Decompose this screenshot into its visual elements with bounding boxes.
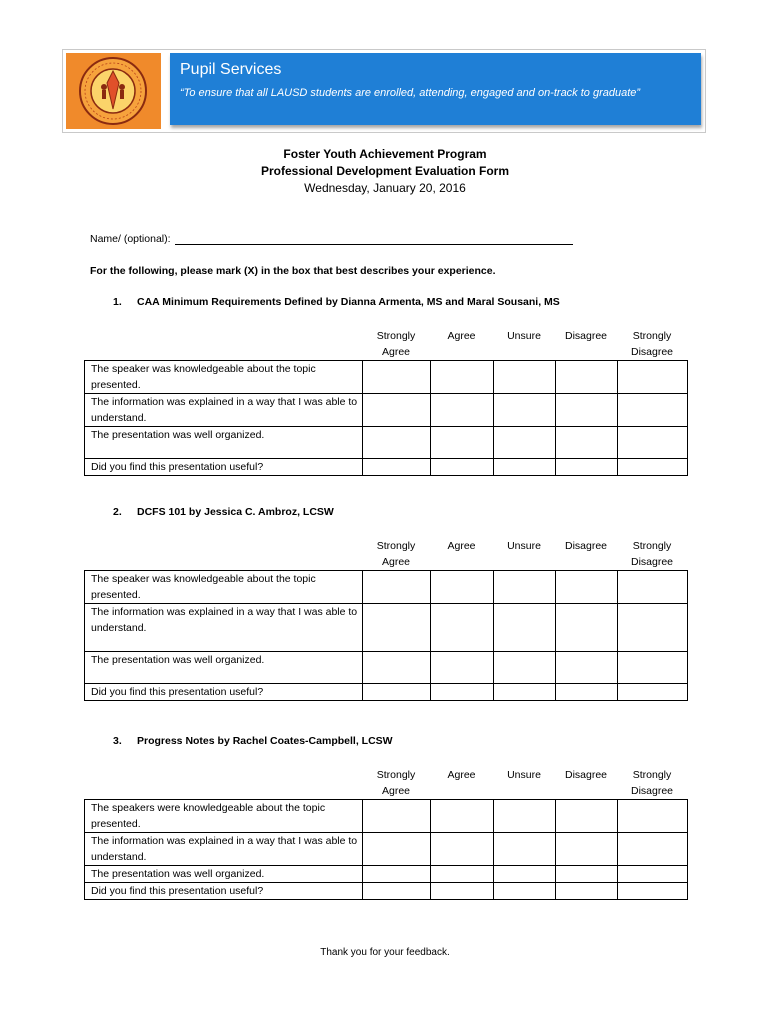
rating-box-disagree[interactable] bbox=[556, 684, 618, 701]
rating-box-strongly-disagree[interactable] bbox=[618, 883, 688, 900]
column-header-disagree: Disagree bbox=[564, 330, 608, 342]
statement-text: Did you find this presentation useful? bbox=[85, 684, 363, 701]
rating-box-strongly-agree[interactable] bbox=[363, 652, 431, 684]
rating-box-strongly-agree[interactable] bbox=[363, 684, 431, 701]
rating-table bbox=[84, 360, 688, 476]
page-header bbox=[62, 49, 706, 133]
rating-box-strongly-disagree[interactable] bbox=[618, 427, 688, 459]
program-name: Foster Youth Achievement Program bbox=[283, 147, 487, 161]
section-number: 1. bbox=[113, 296, 122, 308]
table-row bbox=[85, 427, 688, 459]
rating-box-strongly-agree[interactable] bbox=[363, 800, 431, 833]
logo bbox=[66, 53, 161, 129]
section-title bbox=[113, 735, 393, 747]
rating-box-disagree[interactable] bbox=[556, 571, 618, 604]
name-field[interactable] bbox=[175, 233, 573, 245]
table-row bbox=[85, 684, 688, 701]
rating-box-unsure[interactable] bbox=[494, 361, 556, 394]
form-title: Professional Development Evaluation Form bbox=[260, 164, 510, 178]
rating-table bbox=[84, 799, 688, 900]
rating-box-disagree[interactable] bbox=[556, 604, 618, 652]
rating-box-strongly-agree[interactable] bbox=[363, 604, 431, 652]
rating-box-strongly-disagree[interactable] bbox=[618, 571, 688, 604]
rating-box-agree[interactable] bbox=[431, 571, 494, 604]
rating-box-disagree[interactable] bbox=[556, 361, 618, 394]
column-header-unsure: Unsure bbox=[507, 540, 541, 552]
section-title bbox=[113, 506, 334, 518]
name-field-label: Name/ (optional): bbox=[90, 233, 171, 245]
statement-text: The information was explained in a way that I was able to understand. bbox=[85, 394, 363, 427]
rating-box-agree[interactable] bbox=[431, 684, 494, 701]
column-header-unsure: Unsure bbox=[507, 330, 541, 342]
rating-box-disagree[interactable] bbox=[556, 459, 618, 476]
rating-box-strongly-disagree[interactable] bbox=[618, 652, 688, 684]
column-header-strongly-agree: Strongly Agree bbox=[376, 769, 416, 797]
statement-text: The speaker was knowledgeable about the topic presented. bbox=[85, 571, 363, 604]
rating-box-unsure[interactable] bbox=[494, 684, 556, 701]
mission-quote: “To ensure that all LAUSD students are enrolled, attending, engaged and on-track to graduate” bbox=[180, 87, 641, 99]
rating-box-strongly-disagree[interactable] bbox=[618, 684, 688, 701]
rating-table bbox=[84, 570, 688, 701]
lausd-seal-icon bbox=[75, 53, 151, 129]
rating-box-disagree[interactable] bbox=[556, 652, 618, 684]
column-header-agree: Agree bbox=[447, 540, 476, 552]
rating-box-agree[interactable] bbox=[431, 604, 494, 652]
column-header-unsure: Unsure bbox=[507, 769, 541, 781]
statement-text: Did you find this presentation useful? bbox=[85, 459, 363, 476]
column-header-strongly-disagree: Strongly Disagree bbox=[630, 769, 674, 797]
section-name: DCFS 101 by Jessica C. Ambroz, LCSW bbox=[137, 506, 334, 518]
rating-box-unsure[interactable] bbox=[494, 604, 556, 652]
rating-box-unsure[interactable] bbox=[494, 427, 556, 459]
rating-box-strongly-agree[interactable] bbox=[363, 459, 431, 476]
rating-box-strongly-agree[interactable] bbox=[363, 571, 431, 604]
section-name: CAA Minimum Requirements Defined by Dianna Armenta, MS and Maral Sousani, MS bbox=[137, 296, 560, 308]
rating-box-disagree[interactable] bbox=[556, 800, 618, 833]
statement-text: The information was explained in a way that I was able to understand. bbox=[85, 604, 363, 652]
rating-box-strongly-agree[interactable] bbox=[363, 883, 431, 900]
table-row bbox=[85, 394, 688, 427]
rating-box-agree[interactable] bbox=[431, 459, 494, 476]
name-field-row bbox=[90, 233, 573, 245]
column-header-agree: Agree bbox=[447, 769, 476, 781]
section-title bbox=[113, 296, 560, 308]
rating-box-agree[interactable] bbox=[431, 833, 494, 866]
table-row bbox=[85, 652, 688, 684]
column-header-disagree: Disagree bbox=[564, 540, 608, 552]
rating-box-agree[interactable] bbox=[431, 883, 494, 900]
instructions: For the following, please mark (X) in the box that best describes your experience. bbox=[90, 265, 496, 277]
rating-box-disagree[interactable] bbox=[556, 427, 618, 459]
statement-text: The presentation was well organized. bbox=[85, 866, 363, 883]
rating-box-unsure[interactable] bbox=[494, 652, 556, 684]
rating-box-strongly-disagree[interactable] bbox=[618, 361, 688, 394]
rating-box-unsure[interactable] bbox=[494, 459, 556, 476]
rating-box-strongly-disagree[interactable] bbox=[618, 833, 688, 866]
rating-box-strongly-disagree[interactable] bbox=[618, 394, 688, 427]
rating-box-strongly-disagree[interactable] bbox=[618, 866, 688, 883]
rating-box-agree[interactable] bbox=[431, 361, 494, 394]
rating-box-strongly-agree[interactable] bbox=[363, 866, 431, 883]
thank-you-note: Thank you for your feedback. bbox=[320, 947, 450, 958]
rating-box-disagree[interactable] bbox=[556, 394, 618, 427]
column-header-strongly-agree: Strongly Agree bbox=[376, 330, 416, 358]
table-row bbox=[85, 800, 688, 833]
rating-box-disagree[interactable] bbox=[556, 866, 618, 883]
rating-box-disagree[interactable] bbox=[556, 833, 618, 866]
rating-box-strongly-agree[interactable] bbox=[363, 427, 431, 459]
rating-box-unsure[interactable] bbox=[494, 571, 556, 604]
statement-text: Did you find this presentation useful? bbox=[85, 883, 363, 900]
column-header-strongly-disagree: Strongly Disagree bbox=[630, 540, 674, 568]
table-row bbox=[85, 571, 688, 604]
rating-box-unsure[interactable] bbox=[494, 800, 556, 833]
statement-text: The speaker was knowledgeable about the topic presented. bbox=[85, 361, 363, 394]
table-row bbox=[85, 361, 688, 394]
rating-box-agree[interactable] bbox=[431, 652, 494, 684]
rating-box-strongly-agree[interactable] bbox=[363, 833, 431, 866]
rating-box-agree[interactable] bbox=[431, 866, 494, 883]
rating-box-unsure[interactable] bbox=[494, 866, 556, 883]
rating-box-strongly-disagree[interactable] bbox=[618, 604, 688, 652]
rating-box-strongly-disagree[interactable] bbox=[618, 459, 688, 476]
rating-box-unsure[interactable] bbox=[494, 883, 556, 900]
column-header-strongly-disagree: Strongly Disagree bbox=[630, 330, 674, 358]
column-header-strongly-agree: Strongly Agree bbox=[376, 540, 416, 568]
column-header-disagree: Disagree bbox=[564, 769, 608, 781]
table-row bbox=[85, 459, 688, 476]
table-row bbox=[85, 866, 688, 883]
rating-box-unsure[interactable] bbox=[494, 394, 556, 427]
rating-box-unsure[interactable] bbox=[494, 833, 556, 866]
section-name: Progress Notes by Rachel Coates-Campbell, LCSW bbox=[137, 735, 393, 747]
section-number: 2. bbox=[113, 506, 122, 518]
statement-text: The information was explained in a way that I was able to understand. bbox=[85, 833, 363, 866]
rating-box-agree[interactable] bbox=[431, 800, 494, 833]
section-number: 3. bbox=[113, 735, 122, 747]
statement-text: The presentation was well organized. bbox=[85, 652, 363, 684]
statement-text: The presentation was well organized. bbox=[85, 427, 363, 459]
rating-box-agree[interactable] bbox=[431, 427, 494, 459]
header-banner bbox=[170, 53, 701, 125]
rating-box-strongly-agree[interactable] bbox=[363, 394, 431, 427]
rating-box-strongly-agree[interactable] bbox=[363, 361, 431, 394]
table-row bbox=[85, 833, 688, 866]
column-header-agree: Agree bbox=[447, 330, 476, 342]
form-date: Wednesday, January 20, 2016 bbox=[304, 181, 466, 195]
table-row bbox=[85, 604, 688, 652]
rating-box-strongly-disagree[interactable] bbox=[618, 800, 688, 833]
table-row bbox=[85, 883, 688, 900]
rating-box-disagree[interactable] bbox=[556, 883, 618, 900]
rating-box-agree[interactable] bbox=[431, 394, 494, 427]
banner-title: Pupil Services bbox=[180, 61, 282, 78]
statement-text: The speakers were knowledgeable about the topic presented. bbox=[85, 800, 363, 833]
